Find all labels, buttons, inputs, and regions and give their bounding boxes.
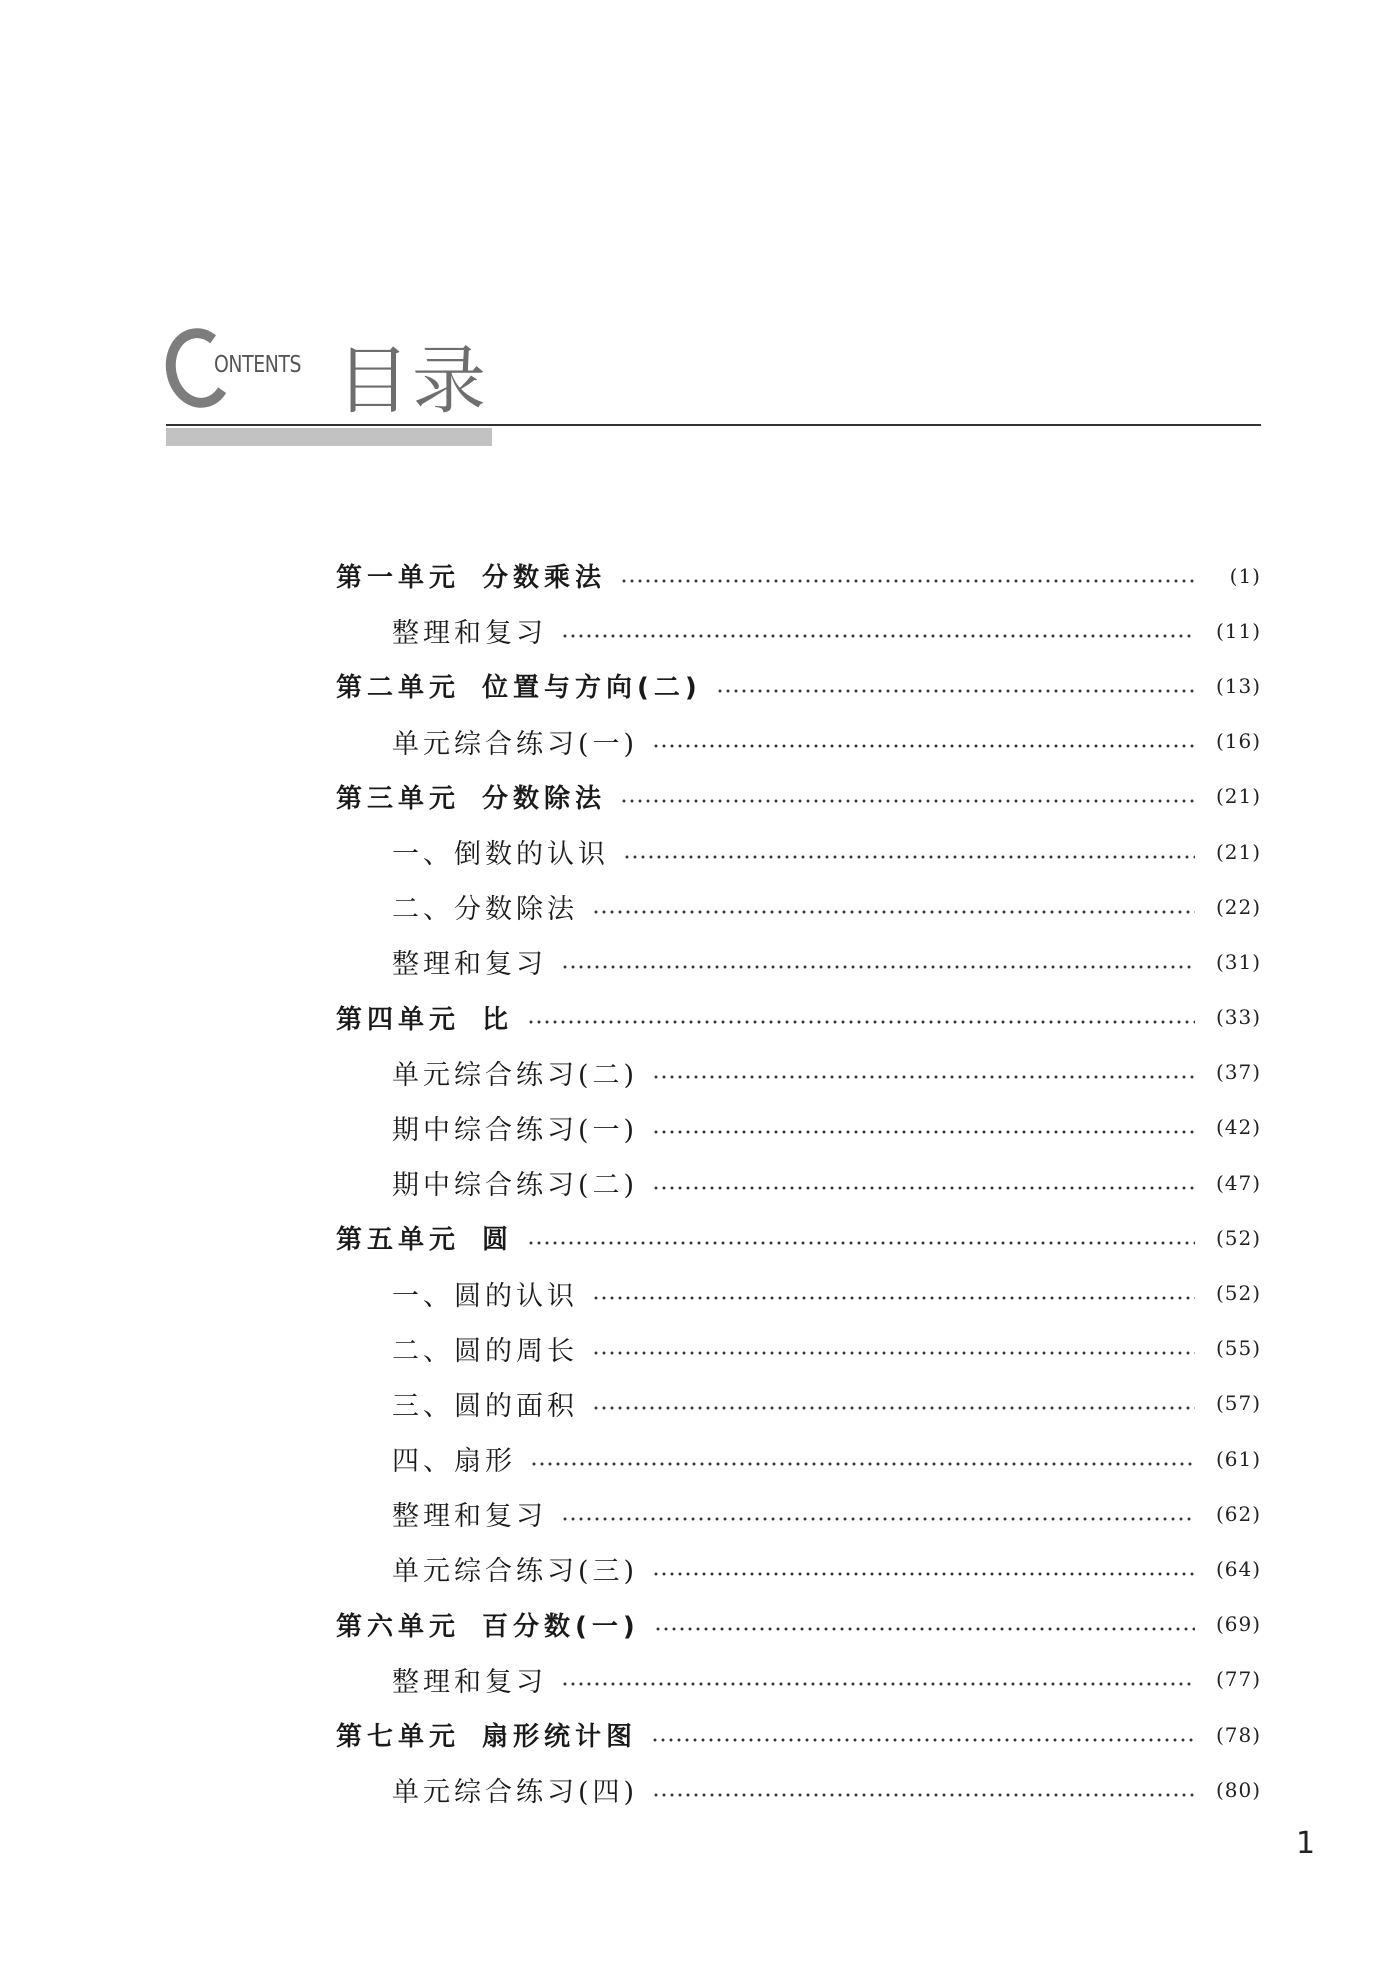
- toc-entry-title: 期中综合练习(一): [392, 1114, 639, 1146]
- toc-sub-entry[interactable]: [336, 1100, 1261, 1155]
- toc-leader-dots: [527, 1241, 1195, 1245]
- toc-page-number: (55): [1215, 1336, 1261, 1361]
- toc-unit-entry[interactable]: [336, 658, 1261, 713]
- toc-sub-entry[interactable]: [336, 603, 1261, 658]
- toc-sub-entry[interactable]: [336, 1652, 1261, 1707]
- toc-page-number: (62): [1215, 1501, 1261, 1526]
- toc-leader-dots: [592, 1406, 1195, 1410]
- toc-sub-entry[interactable]: [336, 1045, 1261, 1100]
- toc-entry-title: 单元综合练习(二): [392, 1059, 639, 1091]
- toc-leader-dots: [652, 1130, 1195, 1134]
- toc-unit-title: 比: [482, 1004, 514, 1035]
- toc-leader-dots: [652, 1075, 1195, 1079]
- toc-leader-dots: [623, 855, 1195, 859]
- toc-unit-entry[interactable]: [336, 990, 1261, 1045]
- toc-entry-title: 整理和复习: [392, 1501, 547, 1533]
- toc-page-number: (69): [1215, 1612, 1261, 1637]
- toc-leader-dots: [652, 744, 1195, 748]
- page-number: 1: [1296, 1826, 1316, 1861]
- toc-sub-entry[interactable]: [336, 1376, 1261, 1431]
- toc-leader-dots: [561, 1682, 1195, 1686]
- toc-entry-title: 整理和复习: [392, 1666, 547, 1698]
- toc-page-number: (33): [1215, 1005, 1261, 1030]
- toc-entry-title: 一、倒数的认识: [392, 839, 609, 871]
- toc-entry-title: 期中综合练习(二): [392, 1170, 639, 1202]
- toc-page-number: (52): [1215, 1225, 1261, 1250]
- toc-page-number: (57): [1215, 1391, 1261, 1416]
- toc-leader-dots: [620, 579, 1195, 583]
- toc-leader-dots: [561, 634, 1195, 638]
- toc-unit-entry[interactable]: [336, 1597, 1261, 1652]
- toc-page-number: (21): [1215, 839, 1261, 864]
- toc-page-number: (21): [1215, 784, 1261, 809]
- toc-page-number: (16): [1215, 729, 1261, 754]
- toc-entry-title: [336, 999, 513, 1036]
- toc-page-number: (31): [1215, 949, 1261, 974]
- toc-sub-entry[interactable]: [336, 1321, 1261, 1376]
- toc-entry-title: 一、圆的认识: [392, 1280, 578, 1312]
- toc-sub-entry[interactable]: [336, 1762, 1261, 1817]
- toc-page-number: (64): [1215, 1556, 1261, 1581]
- toc-sub-entry[interactable]: [336, 879, 1261, 934]
- toc-entry-title: 整理和复习: [392, 949, 547, 981]
- toc-page-number: (52): [1215, 1281, 1261, 1306]
- toc-sub-entry[interactable]: [336, 714, 1261, 769]
- toc-sub-entry[interactable]: [336, 1155, 1261, 1210]
- toc-unit-title: 百分数(一): [482, 1611, 640, 1642]
- toc-entry-title: 单元综合练习(一): [392, 728, 639, 760]
- toc-leader-dots: [620, 799, 1195, 803]
- toc-page-number: (1): [1229, 563, 1261, 588]
- toc-unit-label: 第七单元: [336, 1722, 461, 1753]
- toc-entry-title: [336, 1606, 640, 1643]
- toc-sub-entry[interactable]: [336, 1541, 1261, 1596]
- toc-page-number: (61): [1215, 1446, 1261, 1471]
- contents-header: [166, 322, 1261, 452]
- toc-unit-entry[interactable]: [336, 769, 1261, 824]
- toc-unit-title: 圆: [482, 1225, 514, 1256]
- toc-page-number: (11): [1215, 618, 1261, 643]
- toc-entry-title: 单元综合练习(四): [392, 1777, 639, 1809]
- toc-entry-title: 整理和复习: [392, 618, 547, 650]
- toc-entry-title: [336, 1716, 637, 1753]
- toc-leader-dots: [651, 1738, 1195, 1742]
- toc-entry-title: [336, 557, 606, 594]
- toc-entry-title: 二、分数除法: [392, 894, 578, 926]
- toc-unit-entry[interactable]: [336, 548, 1261, 603]
- header-rule: [166, 424, 1261, 426]
- toc-leader-dots: [592, 910, 1195, 914]
- toc-leader-dots: [652, 1186, 1195, 1190]
- toc-sub-entry[interactable]: [336, 934, 1261, 989]
- toc-leader-dots: [652, 1793, 1195, 1797]
- toc-page-number: (13): [1215, 673, 1261, 698]
- toc-entry-title: [336, 778, 606, 815]
- page-title: 目录: [336, 338, 488, 424]
- contents-logo-word: ONTENTS: [214, 352, 302, 378]
- table-of-contents: [336, 548, 1261, 1817]
- toc-unit-label: 第四单元: [336, 1004, 461, 1035]
- toc-entry-title: 二、圆的周长: [392, 1335, 578, 1367]
- toc-entry-title: [336, 667, 702, 704]
- toc-unit-label: 第五单元: [336, 1225, 461, 1256]
- toc-leader-dots: [561, 1517, 1195, 1521]
- toc-leader-dots: [561, 965, 1195, 969]
- toc-page-number: (78): [1215, 1722, 1261, 1747]
- toc-unit-label: 第六单元: [336, 1611, 461, 1642]
- toc-unit-entry[interactable]: [336, 1210, 1261, 1265]
- toc-page-number: (77): [1215, 1667, 1261, 1692]
- toc-unit-label: 第一单元: [336, 563, 461, 594]
- toc-unit-title: 分数除法: [482, 783, 607, 814]
- toc-leader-dots: [527, 1020, 1195, 1024]
- toc-unit-title: 扇形统计图: [482, 1722, 638, 1753]
- toc-unit-label: 第二单元: [336, 673, 461, 704]
- toc-entry-title: 单元综合练习(三): [392, 1556, 639, 1588]
- toc-page-number: (80): [1215, 1777, 1261, 1802]
- toc-unit-label: 第三单元: [336, 783, 461, 814]
- toc-entry-title: 三、圆的面积: [392, 1390, 578, 1422]
- toc-entry-title: 四、扇形: [392, 1446, 516, 1478]
- toc-page-number: (37): [1215, 1060, 1261, 1085]
- toc-sub-entry[interactable]: [336, 1486, 1261, 1541]
- toc-page-number: (47): [1215, 1170, 1261, 1195]
- toc-entry-title: [336, 1219, 513, 1256]
- toc-unit-title: 分数乘法: [482, 563, 607, 594]
- toc-unit-entry[interactable]: [336, 1707, 1261, 1762]
- toc-leader-dots: [530, 1462, 1195, 1466]
- toc-sub-entry[interactable]: [336, 824, 1261, 879]
- toc-page-number: (42): [1215, 1115, 1261, 1140]
- header-accent-bar: [166, 428, 492, 446]
- toc-sub-entry[interactable]: [336, 1431, 1261, 1486]
- toc-leader-dots: [654, 1627, 1195, 1631]
- toc-leader-dots: [652, 1572, 1195, 1576]
- toc-sub-entry[interactable]: [336, 1265, 1261, 1320]
- toc-leader-dots: [592, 1296, 1195, 1300]
- toc-page-number: (22): [1215, 894, 1261, 919]
- toc-leader-dots: [592, 1351, 1195, 1355]
- toc-unit-title: 位置与方向(二): [482, 673, 702, 704]
- toc-leader-dots: [716, 689, 1195, 693]
